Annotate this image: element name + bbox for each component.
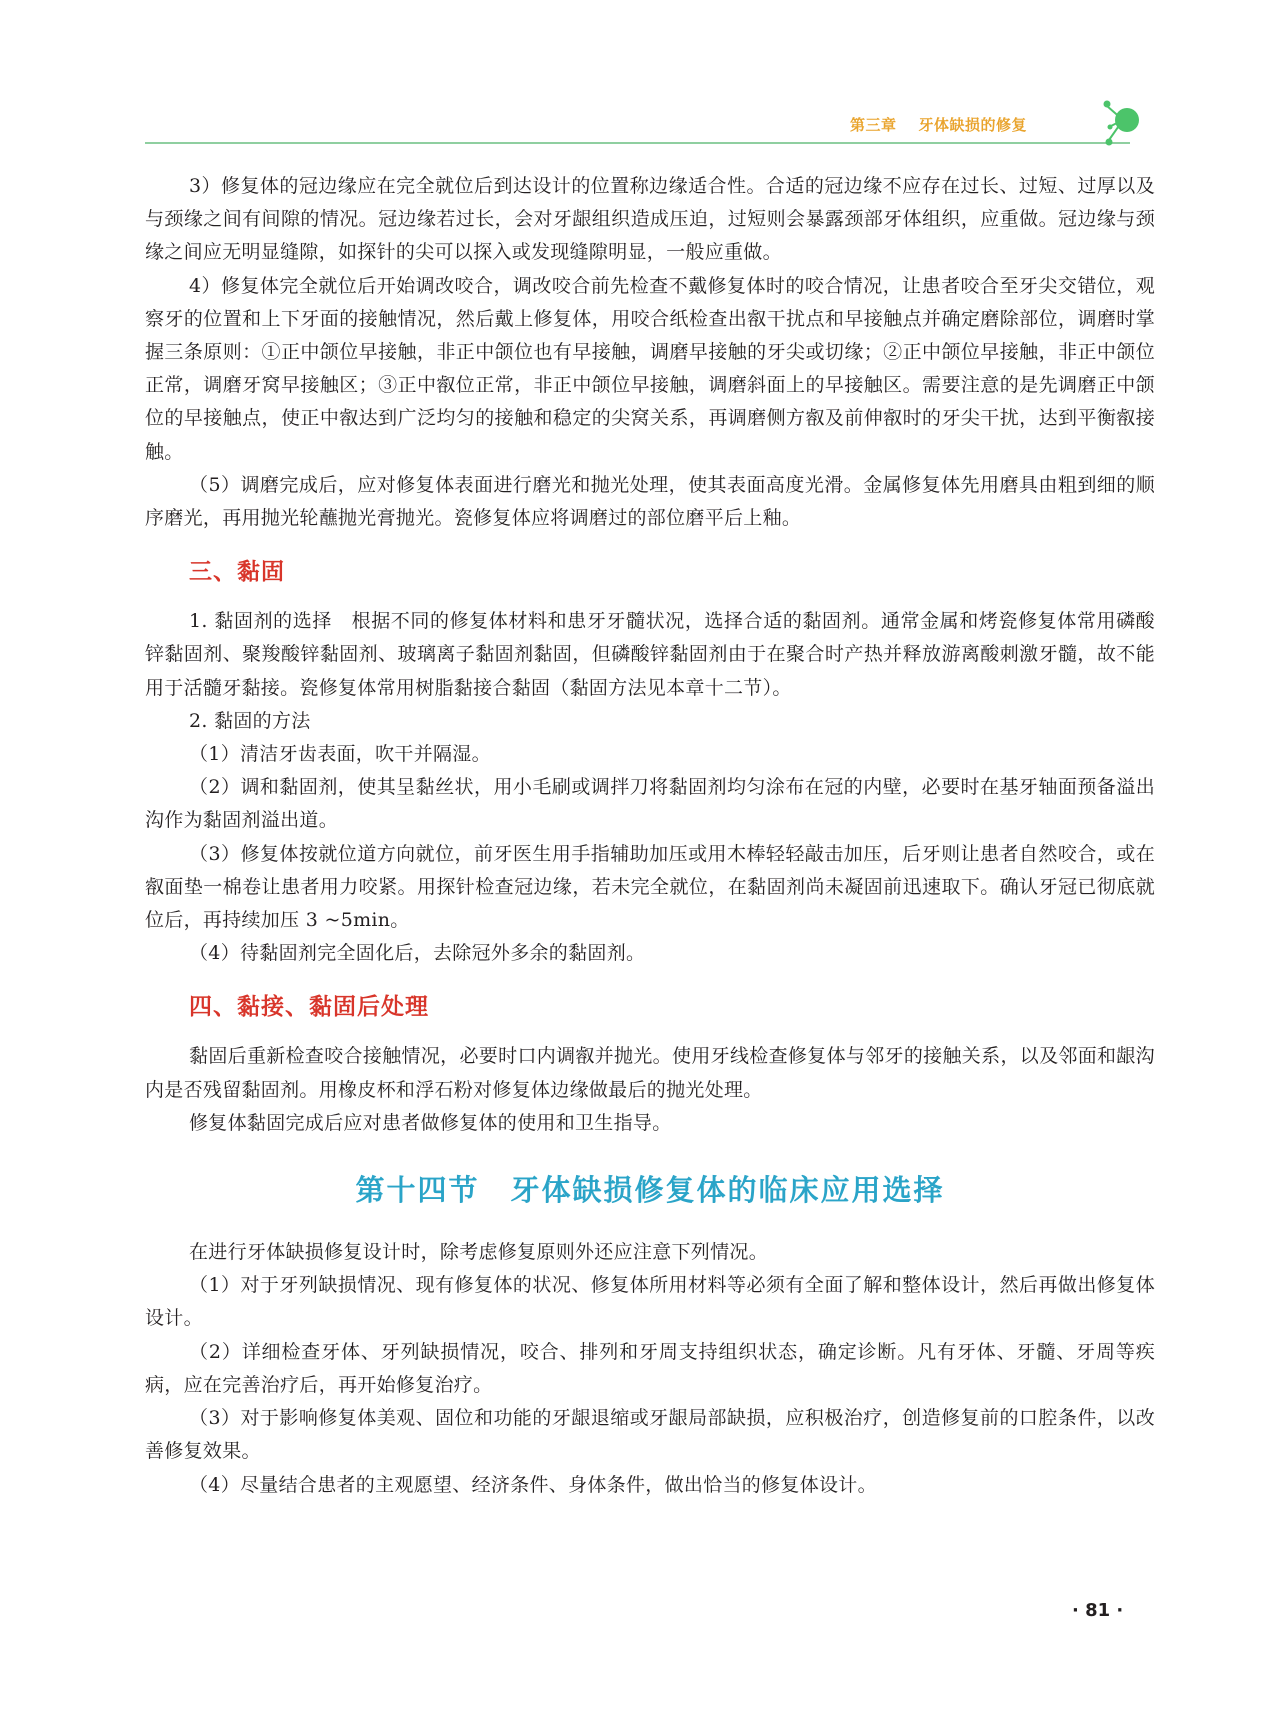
paragraph: （5）调磨完成后，应对修复体表面进行磨光和抛光处理，使其表面高度光滑。金属修复体先用磨具由粗到细的顺序磨光，再用抛光轮蘸抛光膏抛光。瓷修复体应将调磨过的部位磨平后上釉。 — [145, 473, 1155, 530]
paragraph: 3）修复体的冠边缘应在完全就位后到达设计的位置称边缘适合性。合适的冠边缘不应存在过长、过短、过厚以及与颈缘之间有间隙的情况。冠边缘若过长，会对牙龈组织造成压迫，过短则会暴露颈部牙体组织，应重做。冠边缘与颈缘之间应无明显缝隙，如探针的尖可以探入或发现缝隙明显，一般应重做。 — [145, 175, 1155, 264]
page-number: · 81 · — [1072, 1600, 1124, 1621]
header-chapter: 第三章 — [849, 116, 897, 134]
paragraph: 2. 黏固的方法 — [189, 709, 311, 732]
page-body — [145, 170, 1155, 1502]
paragraph: （4）待黏固剂完全固化后，去除冠外多余的黏固剂。 — [189, 942, 646, 965]
header-chapter-title: 牙体缺损的修复 — [918, 116, 1027, 134]
paragraph: 修复体黏固完成后应对患者做修复体的使用和卫生指导。 — [189, 1111, 672, 1134]
paragraph: 1. 黏固剂的选择 根据不同的修复体材料和患牙牙髓状况，选择合适的黏固剂。通常金属和烤瓷修复体常用磷酸锌黏固剂、聚羧酸锌黏固剂、玻璃离子黏固剂黏固，但磷酸锌黏固剂由于在聚合时产热并释放游离酸刺激牙髓，故不能用于活髓牙黏接。瓷修复体常用树脂黏接合黏固（黏固方法见本章十二节）。 — [145, 610, 1155, 699]
paragraph: 在进行牙体缺损修复设计时，除考虑修复原则外还应注意下列情况。 — [189, 1241, 769, 1264]
paragraph: （3）修复体按就位道方向就位，前牙医生用手指辅助加压或用木棒轻轻敲击加压，后牙则让患者自然咬合，或在㕡面垫一棉卷让患者用力咬紧。用探针检查冠边缘，若未完全就位，在黏固剂尚未凝固前迅速取下。确认牙冠已彻底就位后，再持续加压 3 ~5min。 — [145, 842, 1155, 932]
paragraph: 黏固后重新检查咬合接触情况，必要时口内调㕡并抛光。使用牙线检查修复体与邻牙的接触关系，以及邻面和龈沟内是否残留黏固剂。用橡皮杯和浮石粉对修复体边缘做最后的抛光处理。 — [145, 1045, 1155, 1101]
running-header — [145, 96, 1145, 146]
header-rule — [145, 142, 1130, 144]
subheading-post-cementation: 四、黏接、黏固后处理 — [189, 994, 429, 1021]
paragraph: （3）对于影响修复体美观、固位和功能的牙龈退缩或牙龈局部缺损，应积极治疗，创造修复前的口腔条件，以改善修复效果。 — [145, 1407, 1155, 1463]
subheading-cementation: 三、黏固 — [189, 559, 285, 586]
paragraph: 4）修复体完全就位后开始调改咬合，调改咬合前先检查不戴修复体时的咬合情况，让患者咬合至牙尖交错位，观察牙的位置和上下牙面的接触情况，然后戴上修复体，用咬合纸检查出㕡干扰点和早接触点并确定磨除部位，调磨时掌握三条原则：①正中颌位早接触，非正中颌位也有早接触，调磨早接触的牙尖或切缘；②正中颌位早接触，非正中颌位正常，调磨牙窝早接触区；③正中㕡位正常，非正中颌位早接触，调磨斜面上的早接触区。需要注意的是先调磨正中颌位的早接触点，使正中㕡达到广泛均匀的接触和稳定的尖窝关系，再调磨侧方㕡及前伸㕡时的牙尖干扰，达到平衡㕡接触。 — [145, 274, 1155, 463]
header-title — [850, 114, 1027, 135]
molecule-logo-icon — [1083, 96, 1145, 154]
section-title: 第十四节 牙体缺损修复体的临床应用选择 — [355, 1173, 945, 1208]
paragraph: （1）清洁牙齿表面，吹干并隔湿。 — [189, 743, 491, 766]
paragraph: （4）尽量结合患者的主观愿望、经济条件、身体条件，做出恰当的修复体设计。 — [189, 1473, 877, 1496]
paragraph: （2）调和黏固剂，使其呈黏丝状，用小毛刷或调拌刀将黏固剂均匀涂布在冠的内壁，必要时在基牙轴面预备溢出沟作为黏固剂溢出道。 — [145, 776, 1155, 832]
paragraph: （2）详细检查牙体、牙列缺损情况，咬合、排列和牙周支持组织状态，确定诊断。凡有牙体、牙髓、牙周等疾病，应在完善治疗后，再开始修复治疗。 — [145, 1340, 1155, 1396]
paragraph: （1）对于牙列缺损情况、现有修复体的状况、修复体所用材料等必须有全面了解和整体设计，然后再做出修复体设计。 — [145, 1274, 1155, 1330]
